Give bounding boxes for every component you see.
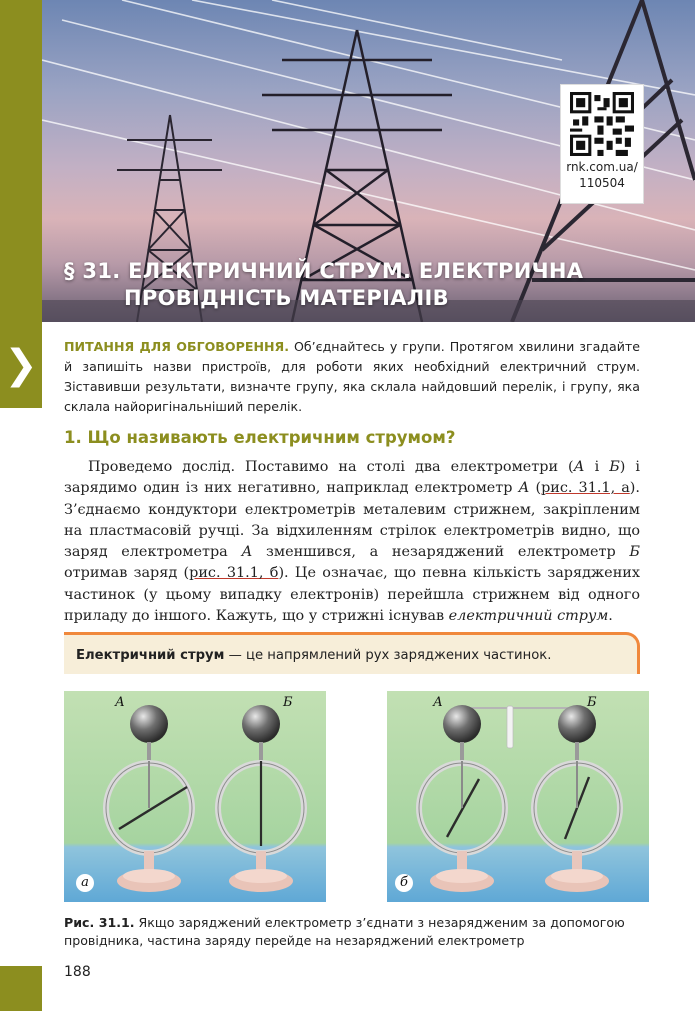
chevron-right-icon: ❯ [0,322,42,408]
body-paragraph: Проведемо дослід. Поставимо на столі два електрометри (А і Б) і зарядимо один із них негативно, наприклад електрометр А (рис. 31.1, а). З’єднаємо кондуктори електрометрів металевим стрижнем, закріпленим на пластмасовій ручці. За відхиленням стрілок електрометрів видно, що заряд електрометра А зменшився, а незаряджений електрометр Б отримав заряд (рис. 31.1, б). Це означає, що певна кількість заряджених частинок (у цьому випадку електронів) перейшла стрижнем від одного приладу до іншого. Кажуть, що у стрижні існував електричний струм. [64,459,640,625]
photo-b-label-left: А [433,695,443,710]
photo-a-corner-label: а [76,874,94,892]
photo-a-label-left: А [115,695,125,710]
definition-term: Електричний струм [76,648,225,663]
section-heading-1: 1. Що називають електричним струмом? [64,428,456,447]
page-number: 188 [64,964,91,980]
figure-caption [64,914,644,950]
left-margin-band-bottom [0,966,42,1011]
photo-b-label-right: Б [587,695,597,710]
figure-photo-b [387,691,649,902]
discussion-paragraph [64,337,640,417]
left-margin-band-top [0,0,42,322]
caption-label: Рис. 31.1. [64,915,135,930]
qr-code-box[interactable] [560,84,644,204]
qr-link-line1: rnk.com.ua/ [566,160,638,174]
definition-box [64,632,640,674]
discussion-lead: ПИТАННЯ ДЛЯ ОБГОВОРЕННЯ. [64,339,290,354]
figure-photo-a [64,691,326,902]
photo-a-label-right: Б [283,695,293,710]
discussion-text: Об’єднайтесь у групи. Протягом хвилини згадайте й запишіть назви пристроїв, для роботи яких необхідний електричний струм. Зіставивши результати, визначте групу, яка склала найдовший перелік, і групу, яка склала найоригінальніший перелік. [64,339,640,414]
section-title-line2: ПРОВІДНІСТЬ МАТЕРІАЛІВ [124,286,449,310]
definition-text: — це напрямлений рух заряджених частинок. [224,648,552,663]
figure-reference-a[interactable]: рис. 31.1, а [541,480,630,497]
photo-b-corner-label: б [395,874,413,892]
section-title [64,258,624,312]
qr-link-text[interactable] [566,159,638,191]
section-title-line1: § 31. ЕЛЕКТРИЧНИЙ СТРУМ. ЕЛЕКТРИЧНА [64,259,584,283]
caption-text: Якщо заряджений електрометр з’єднати з незарядженим за допомогою провідника, частина заряду перейде на незаряджений електрометр [64,915,625,948]
qr-link-line2: 110504 [579,176,625,190]
qr-code-icon [570,92,634,156]
figure-reference-b[interactable]: рис. 31.1, б [189,565,279,582]
